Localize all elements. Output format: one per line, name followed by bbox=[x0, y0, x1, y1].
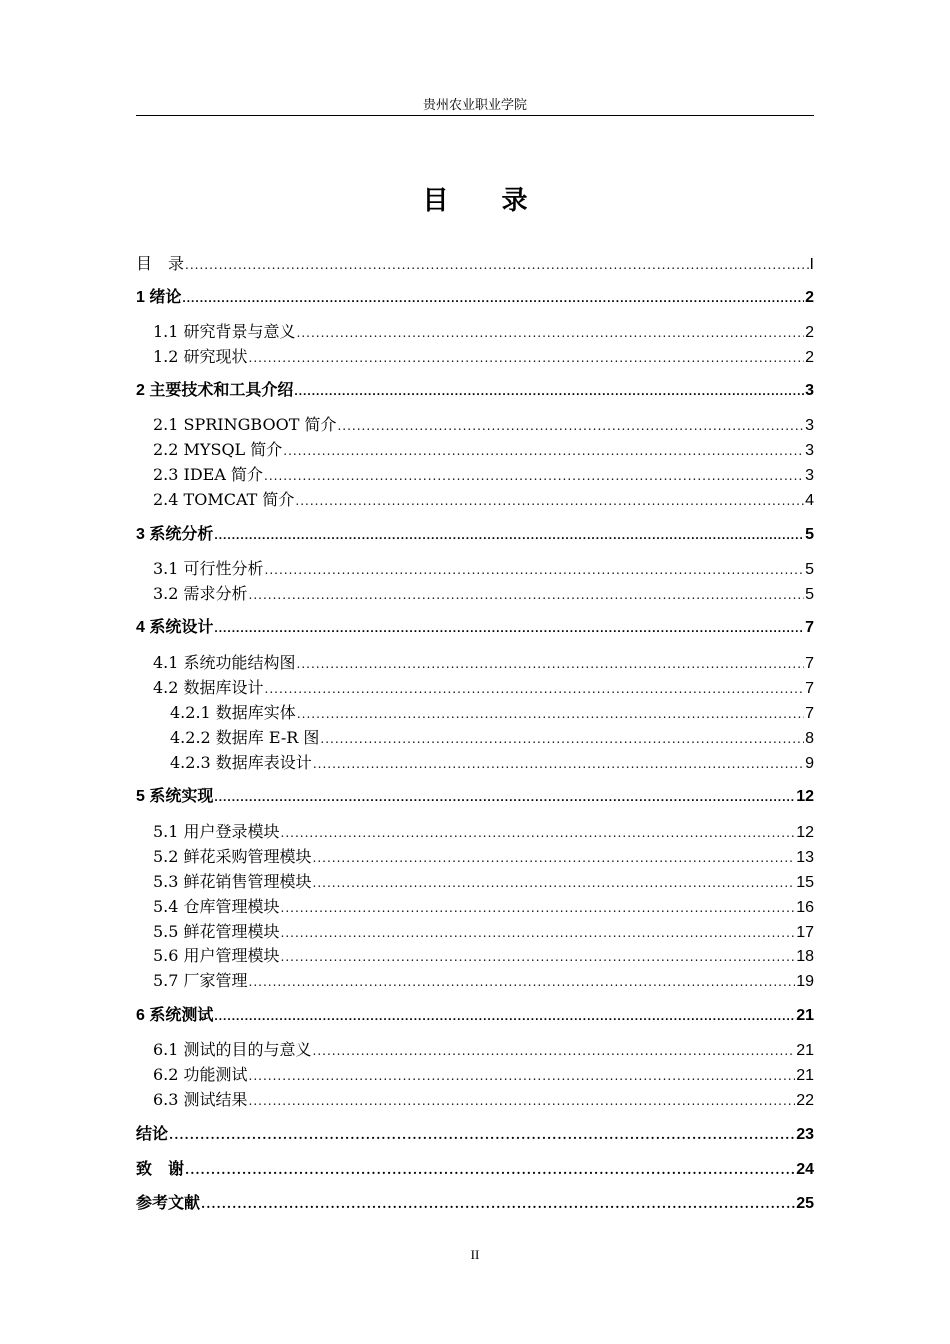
toc-entry-page: 8 bbox=[805, 730, 814, 747]
dot-leader bbox=[313, 872, 796, 894]
toc-entry-page: 5 bbox=[805, 526, 814, 543]
toc-entry-page: 5 bbox=[805, 561, 814, 578]
toc-entry-label: 3 系统分析 bbox=[136, 526, 214, 543]
toc-entry[interactable] bbox=[136, 1123, 814, 1145]
dot-leader bbox=[281, 946, 796, 968]
toc-entry[interactable] bbox=[153, 945, 814, 967]
toc-entry-label: 5.5 鲜花管理模块 bbox=[153, 922, 280, 941]
toc-entry-label: 3.1 可行性分析 bbox=[153, 559, 264, 578]
toc-entry[interactable] bbox=[153, 439, 814, 461]
toc-entry-page: 23 bbox=[796, 1126, 814, 1143]
toc-entry[interactable] bbox=[153, 871, 814, 893]
toc-entry[interactable] bbox=[136, 1005, 814, 1027]
toc-entry-page: 18 bbox=[796, 948, 814, 965]
toc-entry-label: 2.4 TOMCAT 简介 bbox=[153, 490, 295, 509]
dot-leader bbox=[214, 617, 804, 639]
dot-leader bbox=[295, 490, 804, 512]
toc-entry[interactable] bbox=[153, 970, 814, 992]
dot-leader bbox=[281, 922, 796, 944]
dot-leader bbox=[283, 440, 804, 462]
toc-entry-page: 24 bbox=[796, 1161, 814, 1178]
toc-entry-page: 15 bbox=[796, 874, 814, 891]
toc-entry-page: 7 bbox=[805, 680, 814, 697]
toc-entry[interactable] bbox=[153, 821, 814, 843]
toc-entry-label: 5.2 鲜花采购管理模块 bbox=[153, 847, 312, 866]
toc-entry-page: 3 bbox=[805, 467, 814, 484]
toc-entry-page: 7 bbox=[805, 705, 814, 722]
dot-leader bbox=[297, 703, 804, 725]
dot-leader bbox=[249, 1065, 796, 1087]
dot-leader bbox=[249, 584, 805, 606]
dot-leader bbox=[297, 322, 805, 344]
dot-leader bbox=[182, 287, 804, 309]
toc-entry-page: 3 bbox=[805, 417, 814, 434]
toc-entry[interactable] bbox=[153, 583, 814, 605]
toc-entry[interactable] bbox=[153, 652, 814, 674]
toc-entry-page: 2 bbox=[805, 289, 814, 306]
dot-leader bbox=[281, 897, 796, 919]
toc-entry-label: 4 系统设计 bbox=[136, 619, 214, 636]
toc-entry-page: 25 bbox=[796, 1195, 814, 1212]
toc-entry-label: 5.7 厂家管理 bbox=[153, 971, 248, 990]
toc-entry[interactable] bbox=[153, 1064, 814, 1086]
toc-entry[interactable] bbox=[136, 617, 814, 639]
toc-title: 目 录 bbox=[422, 186, 550, 216]
toc-entry[interactable] bbox=[170, 702, 814, 724]
toc-entry-page: 21 bbox=[796, 1067, 814, 1084]
toc-entry-page: 17 bbox=[796, 924, 814, 941]
toc-entry-page: 3 bbox=[805, 382, 814, 399]
toc-entry[interactable] bbox=[170, 752, 814, 774]
page-number: II bbox=[470, 1247, 480, 1262]
toc-entry-label: 6 系统测试 bbox=[136, 1007, 214, 1024]
toc-entry[interactable] bbox=[136, 287, 814, 309]
toc-entry-page: 16 bbox=[796, 899, 814, 916]
dot-leader bbox=[265, 559, 805, 581]
toc-entry[interactable] bbox=[136, 524, 814, 546]
toc-entry-page: 5 bbox=[805, 586, 814, 603]
toc-entry-page: 9 bbox=[805, 755, 814, 772]
toc-entry-label: 5.1 用户登录模块 bbox=[153, 822, 280, 841]
toc-entry[interactable] bbox=[153, 846, 814, 868]
toc-entry-label: 2.3 IDEA 简介 bbox=[153, 465, 264, 484]
toc-entry-label: 2 主要技术和工具介绍 bbox=[136, 382, 294, 399]
toc-entry-label: 5.4 仓库管理模块 bbox=[153, 897, 280, 916]
toc-entry[interactable] bbox=[153, 464, 814, 486]
toc-entry-label: 4.2.2 数据库 E-R 图 bbox=[170, 728, 320, 747]
toc-entry-page: 21 bbox=[796, 1007, 814, 1024]
toc-entry-label: 4.1 系统功能结构图 bbox=[153, 653, 296, 672]
toc-entry-page: 4 bbox=[805, 492, 814, 509]
toc-entry-page: 21 bbox=[796, 1042, 814, 1059]
dot-leader bbox=[214, 524, 804, 546]
dot-leader bbox=[214, 786, 795, 808]
toc-entry[interactable] bbox=[170, 727, 814, 749]
toc-entry-label: 1 绪论 bbox=[136, 289, 182, 306]
dot-leader bbox=[249, 971, 796, 993]
toc-entry-page: 12 bbox=[796, 788, 814, 805]
dot-leader bbox=[313, 1040, 796, 1062]
dot-leader bbox=[185, 254, 809, 276]
toc-entry-label: 参考文献 bbox=[136, 1193, 201, 1212]
toc-entry-page: 12 bbox=[796, 824, 814, 841]
dot-leader bbox=[313, 753, 804, 775]
toc-entry-label: 1.2 研究现状 bbox=[153, 347, 248, 366]
toc-entry-label: 结论 bbox=[136, 1124, 169, 1143]
toc-entry[interactable] bbox=[153, 489, 814, 511]
dot-leader bbox=[185, 1159, 795, 1181]
toc-entry[interactable] bbox=[153, 414, 814, 436]
dot-leader bbox=[265, 678, 805, 700]
dot-leader bbox=[320, 728, 804, 750]
toc-entry-label: 3.2 需求分析 bbox=[153, 584, 248, 603]
dot-leader bbox=[249, 347, 805, 369]
toc-entry-label: 4.2.3 数据库表设计 bbox=[170, 753, 312, 772]
toc-entry[interactable] bbox=[153, 1039, 814, 1061]
toc-entry-label: 2.2 MYSQL 简介 bbox=[153, 440, 283, 459]
toc-entry-label: 1.1 研究背景与意义 bbox=[153, 322, 296, 341]
toc-entry[interactable] bbox=[153, 896, 814, 918]
dot-leader bbox=[281, 822, 796, 844]
toc-entry[interactable] bbox=[153, 321, 814, 343]
toc-entry[interactable] bbox=[136, 253, 814, 275]
toc-entry[interactable] bbox=[136, 1158, 814, 1180]
toc-entry-page: I bbox=[809, 256, 814, 273]
toc-entry-label: 5.3 鲜花销售管理模块 bbox=[153, 872, 312, 891]
toc-entry[interactable] bbox=[153, 558, 814, 580]
header-rule bbox=[136, 115, 814, 116]
toc-entry-label: 6.2 功能测试 bbox=[153, 1065, 248, 1084]
dot-leader bbox=[337, 415, 804, 437]
dot-leader bbox=[297, 653, 805, 675]
toc-entry-page: 13 bbox=[796, 849, 814, 866]
toc-entry-page: 2 bbox=[805, 349, 814, 366]
dot-leader bbox=[313, 847, 796, 869]
page-header: 贵州农业职业学院 bbox=[422, 98, 527, 113]
dot-leader bbox=[264, 465, 804, 487]
toc-entry[interactable] bbox=[153, 346, 814, 368]
toc-entry-page: 7 bbox=[805, 619, 814, 636]
toc-entry-page: 22 bbox=[796, 1092, 814, 1109]
toc-entry-label: 5 系统实现 bbox=[136, 788, 214, 805]
toc-entry[interactable] bbox=[136, 380, 814, 402]
dot-leader bbox=[169, 1124, 795, 1146]
toc-entry[interactable] bbox=[153, 921, 814, 943]
dot-leader bbox=[249, 1090, 796, 1112]
toc-entry-label: 5.6 用户管理模块 bbox=[153, 946, 280, 965]
dot-leader bbox=[294, 380, 804, 402]
toc-entry-page: 19 bbox=[796, 973, 814, 990]
toc-entry[interactable] bbox=[153, 1089, 814, 1111]
toc-entry-label: 4.2.1 数据库实体 bbox=[170, 703, 296, 722]
toc-entry-label: 目 录 bbox=[136, 254, 185, 273]
toc-entry-label: 4.2 数据库设计 bbox=[153, 678, 264, 697]
toc-entry[interactable] bbox=[153, 677, 814, 699]
toc-entry-page: 2 bbox=[805, 324, 814, 341]
toc-entry[interactable] bbox=[136, 786, 814, 808]
dot-leader bbox=[201, 1193, 795, 1215]
toc-entry[interactable] bbox=[136, 1192, 814, 1214]
toc-entry-label: 2.1 SPRINGBOOT 简介 bbox=[153, 415, 337, 434]
dot-leader bbox=[214, 1005, 795, 1027]
toc-entry-page: 3 bbox=[805, 442, 814, 459]
toc-entry-label: 致 谢 bbox=[136, 1159, 185, 1178]
toc-entry-label: 6.3 测试结果 bbox=[153, 1090, 248, 1109]
toc-entry-page: 7 bbox=[805, 655, 814, 672]
toc-entry-label: 6.1 测试的目的与意义 bbox=[153, 1040, 312, 1059]
